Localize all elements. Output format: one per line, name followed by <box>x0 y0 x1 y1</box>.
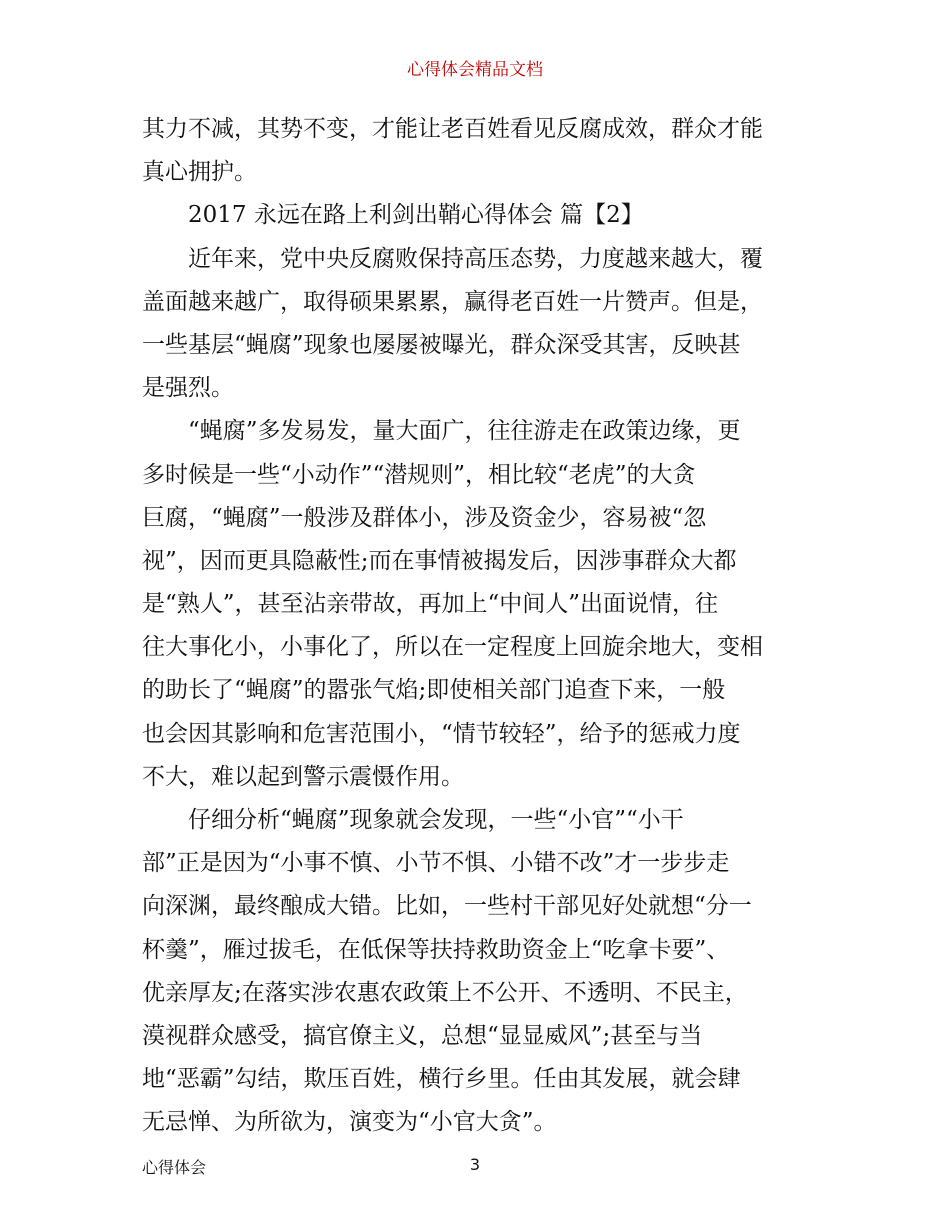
text-line: 地“恶霸”勾结，欺压百姓，横行乡里。任由其发展，就会肆 <box>142 1066 741 1093</box>
text-line: 真心拥护。 <box>142 159 257 186</box>
text-line: 无忌惮、为所欲为，演变为“小官大贪”。 <box>142 1109 557 1136</box>
text-line: 视”，因而更具隐蔽性;而在事情被揭发后，因涉事群众大都 <box>142 547 737 574</box>
text-line: 也会因其影响和危害范围小，“情节较轻”，给予的惩戒力度 <box>142 720 741 747</box>
text-line: 多时候是一些“小动作”“潜规则”，相比较“老虎”的大贪 <box>142 461 696 488</box>
text-line: “蝇腐”多发易发，量大面广，往往游走在政策边缘，更 <box>188 418 741 445</box>
text-line: 杯羹”，雁过拔毛，在低保等扶持救助资金上“吃拿卡要”、 <box>142 936 730 963</box>
text-line: 不大，难以起到警示震慑作用。 <box>142 763 464 790</box>
page-number: 3 <box>469 1155 481 1174</box>
page-header-title: 心得体会精品文档 <box>407 60 543 80</box>
text-line: 的助长了“蝇腐”的嚣张气焰;即使相关部门追查下来，一般 <box>142 677 726 704</box>
text-line: 部”正是因为“小事不慎、小节不惧、小错不改”才一步步走 <box>142 850 730 877</box>
text-line: 是“熟人”，甚至沾亲带故，再加上“中间人”出面说情，往 <box>142 591 719 618</box>
text-line: 近年来，党中央反腐败保持高压态势，力度越来越大，覆 <box>188 245 763 272</box>
text-line: 是强烈。 <box>142 375 234 402</box>
text-line: 漠视群众感受，搞官僚主义，总想“显显威风”;甚至与当 <box>142 1022 703 1049</box>
text-line: 一些基层“蝇腐”现象也屡屡被曝光，群众深受其害，反映甚 <box>142 331 741 358</box>
text-line: 2017 永远在路上利剑出鞘心得体会 篇【2】 <box>188 202 644 229</box>
text-line: 盖面越来越广，取得硕果累累，赢得老百姓一片赞声。但是， <box>142 288 763 315</box>
text-line: 向深渊，最终酿成大错。比如，一些村干部见好处就想“分一 <box>142 893 752 920</box>
footer-label: 心得体会 <box>142 1158 207 1177</box>
document-body <box>142 108 810 1145</box>
text-line: 其力不减，其势不变，才能让老百姓看见反腐成效，群众才能 <box>142 116 763 142</box>
text-line: 巨腐，“蝇腐”一般涉及群体小，涉及资金少，容易被“忽 <box>142 504 707 531</box>
text-line: 仔细分析“蝇腐”现象就会发现，一些“小官”“小干 <box>188 807 684 833</box>
text-line: 优亲厚友;在落实涉农惠农政策上不公开、不透明、不民主， <box>142 979 748 1006</box>
text-line: 往大事化小，小事化了，所以在一定程度上回旋余地大，变相 <box>142 634 763 661</box>
